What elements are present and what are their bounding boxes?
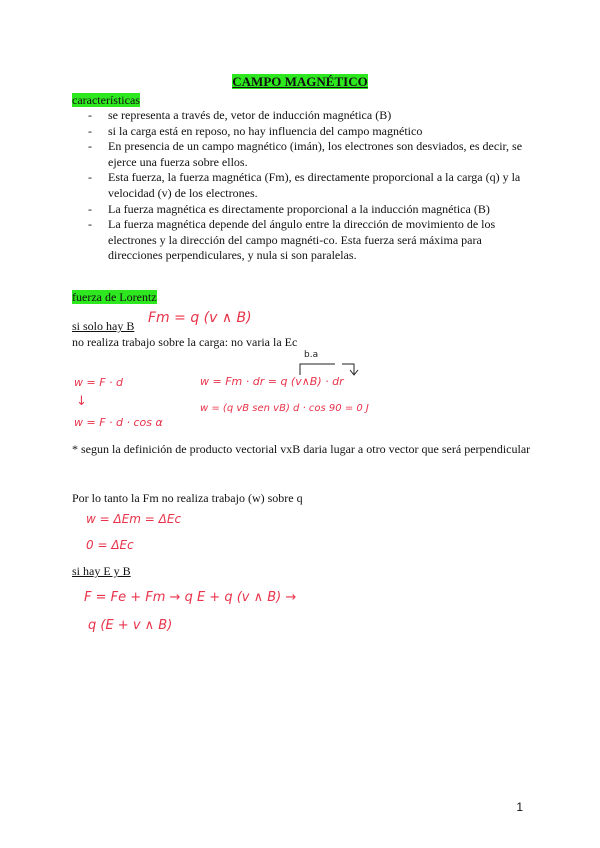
page-title-text: CAMPO MAGNÉTICO bbox=[232, 74, 368, 89]
handwritten-w-fm-dr: w = Fm · dr = q (v∧B) · dr bbox=[200, 375, 344, 388]
handwritten-zero-ec: 0 = ΔEc bbox=[86, 538, 134, 552]
page-number: 1 bbox=[516, 800, 523, 814]
handwritten-w-em: w = ΔEm = ΔEc bbox=[86, 512, 182, 526]
e-y-b-label: si hay E y B bbox=[72, 564, 131, 578]
list-item: - En presencia de un campo magnético (imán), los electrones son desviados, es decir, se ejerce una fuerza sobre ellos. bbox=[88, 139, 528, 170]
lorentz-heading: fuerza de Lorentz bbox=[72, 290, 157, 304]
list-item: - se representa a través de, vetor de inducción magnética (B) bbox=[88, 108, 528, 124]
list-item: - La fuerza magnética es directamente proporcional a la inducción magnética (B) bbox=[88, 202, 528, 218]
handwritten-arrow-down: ↓ bbox=[76, 394, 87, 409]
section-heading-caracteristicas bbox=[72, 93, 140, 108]
handwritten-fm-formula: Fm = q (v ∧ B) bbox=[148, 310, 252, 326]
section-heading-lorentz bbox=[72, 290, 157, 305]
caracteristicas-heading: características bbox=[72, 93, 140, 107]
caracteristicas-list bbox=[88, 108, 528, 264]
handwritten-w-fdcos: w = F · d · cos α bbox=[74, 416, 163, 429]
list-item: - si la carga está en reposo, no hay influencia del campo magnético bbox=[88, 124, 528, 140]
handwritten-f-final: q (E + v ∧ B) bbox=[88, 618, 173, 633]
list-item: - La fuerza magnética depende del ángulo entre la dirección de movimiento de los electrones y la dirección del campo magnéti-co. Esta fuerza será máxima para direcciones perpendiculares, y nula si son paralelas. bbox=[88, 217, 528, 264]
conclusion-text: Por lo tanto la Fm no realiza trabajo (w) sobre q bbox=[72, 491, 303, 505]
handwritten-f-total: F = Fe + Fm → q E + q (v ∧ B) → bbox=[84, 590, 297, 605]
list-item: - Esta fuerza, la fuerza magnética (Fm), es directamente proporcional a la carga (q) y la velocidad (v) de los electrones. bbox=[88, 170, 528, 201]
handwritten-w-fd: w = F · d bbox=[74, 376, 124, 389]
handwritten-w-qvb: w = (q vB sen vB) d · cos 90 = 0 J bbox=[200, 403, 369, 414]
handwritten-bracket-label: b.a bbox=[304, 350, 319, 360]
page-title bbox=[0, 74, 600, 90]
solo-b-label: si solo hay B bbox=[72, 319, 135, 333]
no-trabajo-text: no realiza trabajo sobre la carga: no varia la Ec bbox=[72, 335, 298, 349]
nota-producto-vectorial: * segun la definición de producto vectorial vxB daria lugar a otro vector que será perpendicular bbox=[72, 442, 531, 456]
